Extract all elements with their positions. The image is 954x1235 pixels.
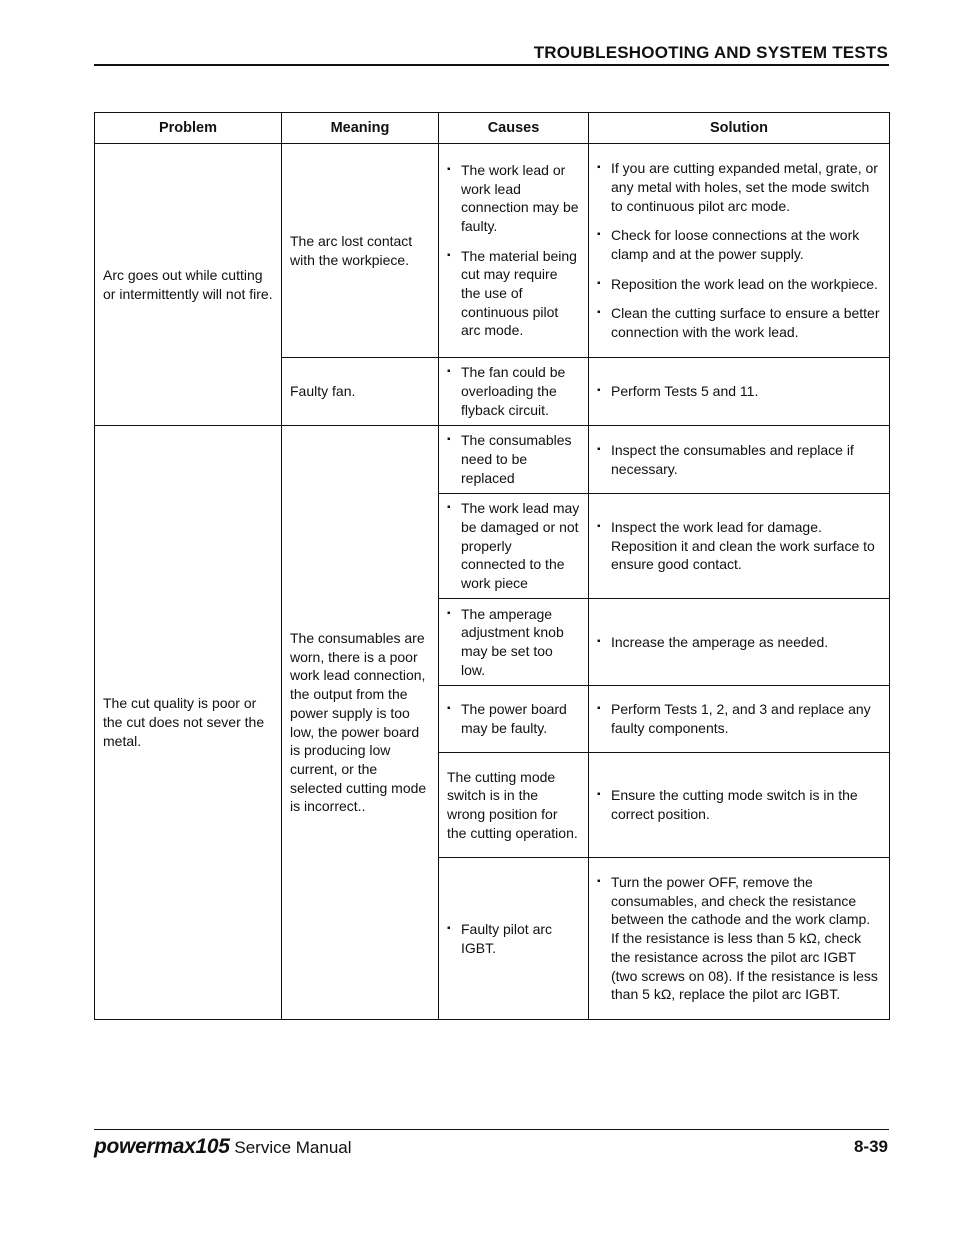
list-item: ▪ Clean the cutting surface to ensure a better connection with the work lead. [597, 304, 881, 341]
meaning-cell: The arc lost contact with the workpiece. [282, 144, 439, 358]
column-header-meaning: Meaning [282, 113, 439, 144]
footer-divider [94, 1129, 889, 1130]
column-header-solution: Solution [589, 113, 890, 144]
causes-cell [439, 494, 589, 599]
footer-manual-title [94, 1135, 352, 1159]
list-item: ▪ If you are cutting expanded metal, grate, or any metal with holes, set the mode switch to continuous pilot arc mode. [597, 159, 881, 215]
solution-cell [589, 686, 890, 753]
problem-cell: Arc goes out while cutting or intermittently will not fire. [95, 144, 282, 426]
table-row [95, 426, 890, 494]
table-row [95, 144, 890, 358]
causes-cell [439, 144, 589, 358]
solution-cell [589, 599, 890, 686]
list-item: ▪ Reposition the work lead on the workpiece. [597, 275, 881, 294]
list-item: ▪ Check for loose connections at the work clamp and at the power supply. [597, 226, 881, 263]
list-item: ▪ The work lead may be damaged or not properly connected to the work piece [447, 499, 580, 593]
list-item: ▪ Inspect the consumables and replace if necessary. [597, 441, 881, 478]
list-item: ▪ The fan could be overloading the flyback circuit. [447, 363, 580, 419]
list-item: ▪ Perform Tests 1, 2, and 3 and replace any faulty components. [597, 700, 881, 737]
meaning-cell: The consumables are worn, there is a poor work lead connection, the output from the power supply is too low, the power board is producing low current, or the selected cutting mode is incorrect.. [282, 426, 439, 1020]
brand-logo: powermax105 [94, 1135, 230, 1158]
causes-cell [439, 686, 589, 753]
manual-label: Service Manual [234, 1138, 352, 1157]
header-divider [94, 64, 889, 66]
list-item: ▪ The material being cut may require the use of continuous pilot arc mode. [447, 247, 580, 341]
causes-cell [439, 358, 589, 426]
list-item: ▪ The work lead or work lead connection may be faulty. [447, 161, 580, 236]
list-item: ▪ Increase the amperage as needed. [597, 633, 881, 652]
column-header-problem: Problem [95, 113, 282, 144]
page-number: 8-39 [853, 1137, 888, 1156]
list-item: ▪ The amperage adjustment knob may be set too low. [447, 605, 580, 680]
list-item: ▪ Inspect the work lead for damage. Reposition it and clean the work surface to ensure good contact. [597, 518, 881, 574]
solution-cell [589, 426, 890, 494]
solution-cell [589, 753, 890, 858]
list-item: ▪ Faulty pilot arc IGBT. [447, 920, 580, 957]
problem-cell: The cut quality is poor or the cut does not sever the metal. [95, 426, 282, 1020]
causes-cell [439, 599, 589, 686]
column-header-causes: Causes [439, 113, 589, 144]
solution-cell [589, 144, 890, 358]
causes-cell [439, 858, 589, 1020]
causes-cell: The cutting mode switch is in the wrong position for the cutting operation. [439, 753, 589, 858]
section-title: TROUBLESHOOTING AND SYSTEM TESTS [533, 43, 888, 62]
list-item: ▪ Turn the power OFF, remove the consumables, and check the resistance between the cathode and the work clamp. If the resistance is less than 5 kΩ, check the resistance across the pilot arc IGBT (two screws on 08). If the resistance is less than 5 kΩ, replace the pilot arc IGBT. [597, 873, 881, 1004]
list-item: ▪ Ensure the cutting mode switch is in the correct position. [597, 786, 881, 823]
solution-cell [589, 858, 890, 1020]
troubleshooting-table [94, 112, 890, 1020]
causes-cell [439, 426, 589, 494]
solution-cell [589, 494, 890, 599]
list-item: ▪ Perform Tests 5 and 11. [597, 382, 881, 401]
meaning-cell: Faulty fan. [282, 358, 439, 426]
solution-cell [589, 358, 890, 426]
table-header-row [95, 113, 890, 144]
list-item: ▪ The power board may be faulty. [447, 700, 580, 737]
list-item: ▪ The consumables need to be replaced [447, 431, 580, 487]
